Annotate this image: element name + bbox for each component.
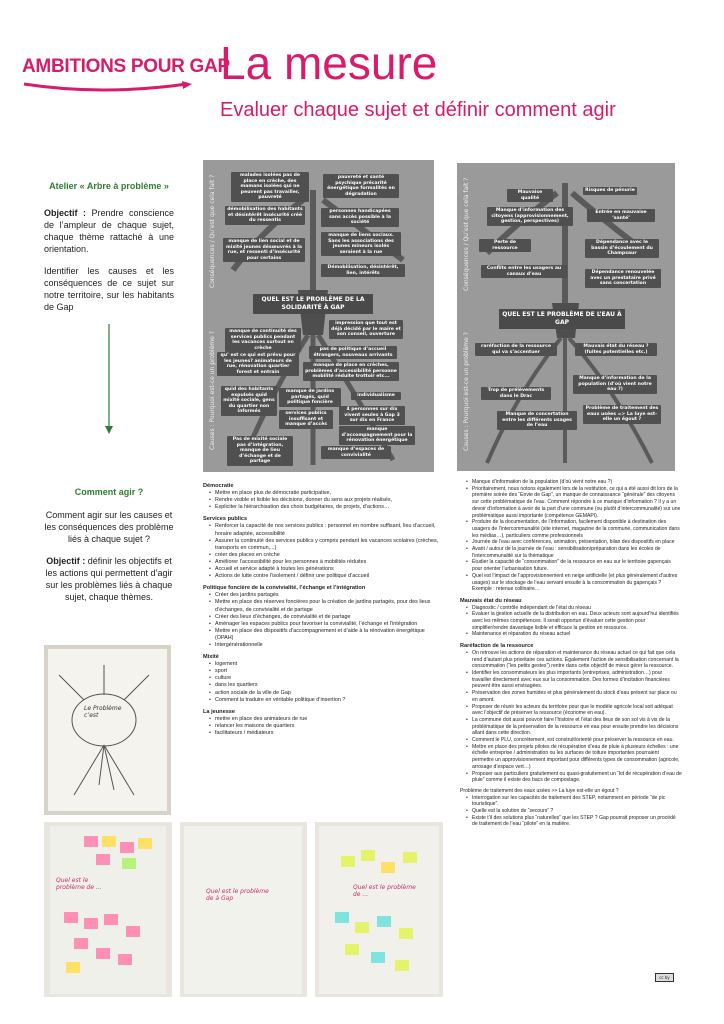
- atelier-paragraph: Identifier les causes et les conséquences de ce sujet sur notre territoire, sur les habitants de Gap: [44, 266, 174, 312]
- cause-box: Trop de prélèvements dans le Drac: [481, 387, 551, 400]
- list-item: • Renforcer la capacité de nos services publics : personnel en nombre suffisant, lieu d’accueil, horaire adaptée, accessibilité: [209, 523, 439, 537]
- sticky-note: [64, 912, 78, 923]
- sticky-note: [66, 962, 80, 973]
- list-item: • Proposer aux particuliers gratuitement ou quasi-gratuitement un “kit de récupération d’eau de pluie” comme il existe des bacs de compostage.: [466, 771, 682, 784]
- sticky-note: [138, 838, 152, 849]
- logo-swoosh-icon: [22, 80, 194, 94]
- consequence-box: malades isolées pas de place en crèche, des mamans isolées qui ne peuvent pas travailler, pauvreté: [231, 172, 309, 202]
- sticky-note: [355, 922, 369, 933]
- atelier-objectif: Objectif : Prendre conscience de l’ampleur de chaque sujet, chaque thème rattaché à une orientation.: [44, 208, 174, 254]
- sticky-note: [104, 914, 118, 925]
- cause-box: pas de politique d’accueil étrangers, nouveaux arrivants: [309, 346, 397, 359]
- consequence-box: Mauvaise qualité: [507, 189, 553, 202]
- list-item: • Évaluer la gestion actuelle de la distribution en eau. Deux acteurs sont aujourd’hui identifiés avec les mêmes compétences. Il serait opportun d’évaluer cette gestion pour simplifier/rendre davantage lisible et efficace la gestion en ressource.: [466, 611, 682, 631]
- cause-box: manque d’accompagnement pour la rénovation énergétique: [339, 426, 415, 445]
- list-item: • Améliorer l’accessibilité pour les personnes à mobilités réduites: [209, 559, 439, 566]
- sticky-note: [335, 912, 349, 923]
- list-item: • facilitateurs / médiateurs: [209, 730, 439, 737]
- consequence-box: Conflits entre les usagers au canaux d’eau: [481, 265, 567, 278]
- consequences-label: Conséquences / Qu’est que cela fait ?: [209, 174, 216, 288]
- cause-box: Mauvais état du réseau ? (fuites potentielles etc.): [575, 343, 657, 356]
- list-item: • relancer les maisons de quartiers: [209, 723, 439, 730]
- sketch-photo: [44, 645, 171, 815]
- sticky-note: [361, 850, 375, 861]
- comment-objectif: Objectif : définir les objectifs et les actions qui permettent d’agir sur les problèmes liés à chaque sujet, chaque thèmes.: [45, 556, 173, 602]
- sticky-note: [126, 926, 140, 937]
- comment-paragraph: Comment agir sur les causes et les conséquences des problème liés à chaque sujet ?: [44, 510, 174, 544]
- water-actions: [460, 479, 682, 828]
- cause-box: impression que tout est déjà décidé par le maire et son conseil, ouverture: [329, 320, 403, 339]
- list-item: • Avant / autour de la journée de l’eau : sensibilisation/préparation dans les écoles de l’intercommunalité sur la thématique: [466, 546, 682, 559]
- cause-box: manque d’espaces de convivialité: [321, 446, 391, 459]
- sticky-note: [371, 952, 385, 963]
- down-arrow-icon: [104, 324, 114, 436]
- sticky-note: [399, 928, 413, 939]
- sticky-note: [96, 948, 110, 959]
- page-subtitle: Evaluer chaque sujet et définir comment agir: [220, 99, 616, 121]
- section-heading: Mauvais état du réseau: [460, 597, 522, 604]
- section-heading: Politique foncière de la convivialité, l’échange et l’intégration: [203, 585, 366, 592]
- water-tree-panel: [457, 163, 675, 471]
- sticky-note: [395, 960, 409, 971]
- sticky-note: [122, 858, 136, 869]
- sticky-note: [102, 836, 116, 847]
- logo-text: AMBITIONS POUR GAP: [22, 56, 230, 77]
- atelier-heading: Atelier « Arbre à problème »: [49, 181, 169, 191]
- consequences-label: Conséquences / Qu’est que cela fait ?: [463, 177, 470, 291]
- list-item: • Intergénérationnelle: [209, 642, 439, 649]
- consequence-box: Manque d’information des citoyens (approvisionnement, gestion, perspectives): [487, 207, 573, 226]
- license-badge: cc by: [655, 973, 674, 982]
- list-item: • On retrouve les actions de réparation et maintenance du réseau actuel ce qui fait que cela rend d’autant plus prioritaire ces actions. Également l’action de sensibilisation concernant la consommation (“les petits gestes”) rentre dans cette objectif de mieux gérer la ressource.: [466, 650, 682, 670]
- sticky-note: [381, 862, 395, 873]
- list-item: • Rendre visible et lisible les décisions, donner du sens aux projets réalisés,: [209, 497, 439, 504]
- list-item: • Comment la traduire en véritable politique d’insertion ?: [209, 697, 439, 704]
- sticky-note: [120, 842, 134, 853]
- consequence-box: manque de liens sociaux. Sans les associations des jeunes mineurs isolés seraient à la rue: [321, 232, 401, 256]
- consequence-box: Dépendance renouvelée avec un prestataire privé sans concertation: [585, 269, 661, 288]
- cause-box: individualisme: [351, 392, 401, 400]
- list-item: • Mettre en place plus de démocratie participative,: [209, 490, 439, 497]
- list-item: • Comment le PLU, concrètement, est construit/orienté pour préserver la ressource en eau.: [466, 737, 682, 744]
- list-item: • Préservation des zones humides et plus généralement du stock d’eau présent sur place ou en amont.: [466, 690, 682, 703]
- list-item: • créer des places en crèche: [209, 552, 439, 559]
- atelier-section: [44, 181, 174, 313]
- section-heading: Services publics: [203, 516, 248, 523]
- list-item: • Mettre en place des projets pilotes de récupération d’eau de pluie à plusieurs échelles : une échelle entreprise / administration ou les surfaces de toiture importantes pourraient permettre un approvisionnement important pour différents types de consommation (agricole, arrosage d’espace vert…): [466, 744, 682, 771]
- page-title: La mesure: [220, 37, 438, 89]
- sticky-note: [377, 916, 391, 927]
- consequence-box: Dépendance avec le bassin d’écoulement du Champsaur: [585, 239, 659, 258]
- list-item: • Manque d’information de la population (d’où vient notre eau ?): [466, 479, 682, 486]
- tree-sketch-icon: [44, 645, 171, 815]
- list-item: • Créer des jardins partagés: [209, 592, 439, 599]
- solidarity-question: QUEL EST LE PROBLÈME DE LA SOLIDARITÉ À GAP: [253, 294, 373, 314]
- comment-section: [44, 487, 174, 603]
- cause-box: Problème de traitement des eaux usées => La luye est-elle un égout ?: [583, 405, 661, 424]
- sticky-note: [403, 852, 417, 863]
- list-item: • logement: [209, 661, 439, 668]
- cause-box: Manque de concertation entre les différents usages de l’eau: [497, 411, 577, 430]
- photo-caption: Quel est le problème de ...: [353, 884, 416, 898]
- list-item: • Quel est l’impact de l’approvisionnement en neige artificielle (et plus généralement d’autres usages) sur le stockage de l’eau servant ensuite à la consommation du gapençais ? Exemple : retenue collinaire…: [466, 573, 682, 593]
- cause-box: quid des habitants expulsés quid mixité sociale, gens du quartier non informés: [221, 386, 277, 416]
- consequence-box: Entrée en mauvaise ‘santé’: [587, 209, 655, 222]
- logo: [22, 56, 230, 96]
- cause-box: manque de continuité des services publics pendant les vacances surtout en crèche: [225, 328, 301, 352]
- comment-heading: Comment agir ?: [74, 487, 144, 497]
- list-item: • Prioritairement, nous notons également lors de la restitution, ce qui a été aussi dit lors de la première soirée des “Envie de Gap”, un manque de connaissance “générale” des citoyens sur cette problématique de l’eau. Comment répondre à ce manque d’information ? Il y a un devoir d’information à avoir de la part d’une commune (ou plutôt d’intercommunalité) sur une problématique aussi importante (compétence GEMAPI).: [466, 486, 682, 520]
- cause-box: manque de jardins partagés, quid politique foncière: [279, 388, 341, 407]
- consequence-box: Risques de pénurie: [583, 187, 637, 195]
- sticky-note: [84, 836, 98, 847]
- list-item: • mettre en place des animateurs de rue: [209, 716, 439, 723]
- cause-box: manque de place en crèches, problèmes d’accessibilité personne mobilité réduite trottoir etc...: [303, 362, 399, 381]
- list-item: • Accueil et service adapté à toutes les générations: [209, 566, 439, 573]
- list-item: • Produire de la documentation, de l’information, facilement disponible à destination des usagers de l’intercommunalité (site internet, magazine de la commune, communication dans les médias…), particuliers comme professionnels: [466, 519, 682, 539]
- list-item: • action sociale de la ville de Gap: [209, 690, 439, 697]
- list-item: • dans les quartiers: [209, 682, 439, 689]
- photo-caption: Quel est le problème de à Gap: [206, 888, 269, 902]
- sticky-note: [84, 918, 98, 929]
- cause-box: services publics insuffisant et manque d’accès: [279, 410, 333, 429]
- section-heading: Raréfaction de la ressource: [460, 643, 534, 650]
- cause-box: qu’ est ce qui est prévu pour les jeunes? animateurs de rue, rénovation quartier forest et entrain: [217, 352, 299, 376]
- list-item: • Assurer la continuité des services publics y compris pendant les vacances scolaires (crèches, transports en commun,...): [209, 538, 439, 552]
- consequence-box: personnes handicapées sans accès possible à la société: [321, 208, 399, 227]
- sticky-note: [345, 944, 359, 955]
- list-item: • Quelle est la solution de “secours” ?: [466, 808, 682, 815]
- cause-box: 4 personnes sur dix vivent seules à Gap 3 sur dix en France: [339, 406, 405, 425]
- workshop-photo-1: [44, 822, 172, 997]
- sticky-note: [96, 854, 110, 865]
- list-item: • Proposer de réunir les acteurs du territoire pour que le modèle agricole local soit adéquat avec l’objectif de préserver la ressource (économe en eau).: [466, 704, 682, 717]
- list-item: • Expliciter la hiérarchisation des choix budgétaires, de projets, d’actions…: [209, 504, 439, 511]
- list-item: • culture: [209, 675, 439, 682]
- sticky-note: [118, 954, 132, 965]
- cause-box: Pas de mixité sociale pas d’intégration, manque de lieu d’échange et de partage: [227, 436, 293, 466]
- photo-caption: Quel est le problème de ...: [56, 877, 102, 891]
- list-item: • Créer des lieux d’échanges, de convivialité et de partage: [209, 614, 439, 621]
- section-heading: La jeunesse: [203, 708, 236, 715]
- section-heading: Démocratie: [203, 483, 234, 489]
- solidarity-actions: [203, 478, 439, 737]
- list-item: • Existe t’il des solutions plus “naturelles” que les STEP ? Gap pourrait proposer un procédé de traitement de l’eau “pilote” en la matière.: [466, 815, 682, 828]
- sketch-text: Le Problème c’est: [84, 705, 122, 719]
- cause-box: Manque d’information de la population (d’où vient notre eau ?): [573, 375, 657, 394]
- consequence-box: Démobilisation, désintérêt, lien, intérêts: [321, 264, 405, 277]
- list-item: • sport: [209, 668, 439, 675]
- list-item: • Maintenance et réparation du réseau actuel: [466, 631, 682, 638]
- cause-box: raréfaction de la ressource qui va s’accentuer: [475, 343, 557, 356]
- consequence-box: pauvreté et santé psychique précarité énergétique formalités en dégradation: [323, 174, 399, 198]
- causes-label: Causes : Pourquoi est-ce un problème ?: [463, 332, 470, 451]
- section-heading: Problème de traitement des eaux usées >> La luye est-elle un égout ?: [460, 787, 619, 794]
- solidarity-tree-panel: [203, 160, 434, 472]
- list-item: • Étudier la capacité de “consommation” de la ressource en eau sur le territoire gapençais pour orienter l’urbanisation future.: [466, 559, 682, 572]
- list-item: • Mettre en place des réserves foncières pour la création de jardins partagés, pour des lieux d’échanges, de convivialité et de partage: [209, 599, 439, 613]
- list-item: • La commune doit aussi pouvoir faire l’histoire et l’état des lieux de son sol vis à vis de la problématique de la préservation de la ressource en eau pour ensuite prendre les décisions allant dans cette direction.: [466, 717, 682, 737]
- causes-label: Causes : Pourquoi est-ce un problème ?: [209, 331, 216, 450]
- list-item: • Identifier les consommateurs les plus importants (entreprises, administration…) pour travailler directement avec eux sur la consommation. Des formes d’incitation financières peuvent être aussi envisagées.: [466, 670, 682, 690]
- workshop-photo-3: [315, 822, 443, 997]
- consequence-box: démobilisation des habitants et désintérêt insécurité créé du ressentis: [225, 206, 305, 225]
- list-item: • Interrogation sur les capacités de traitement des STEP, notamment en période “de pic touristique”.: [466, 795, 682, 808]
- list-item: • Aménager les espaces publics pour favoriser la convivialité, l’échange et l’intégration: [209, 621, 439, 628]
- list-item: • Journée de l’eau avec conférences, animation, présentation, bilan des dispositifs en place: [466, 539, 682, 546]
- consequence-box: Perte de ressource: [479, 239, 531, 252]
- list-item: • Actions de lutte contre l’isolement / définir une politique d’accueil: [209, 573, 439, 580]
- consequence-box: manque de lien social et de mixité jeunes désœuvrés à la rue, et ressenti d’insécurité pour certains: [223, 238, 305, 262]
- sticky-note: [74, 938, 88, 949]
- sticky-note: [341, 856, 355, 867]
- water-question: QUEL EST LE PROBLÈME DE L’EAU À GAP: [499, 309, 625, 329]
- list-item: • Diagnostic / contrôle indépendant de l’état du réseau: [466, 605, 682, 612]
- workshop-photo-2: [180, 822, 307, 997]
- section-heading: Mixité: [203, 654, 219, 661]
- list-item: • Mettre en place des dispositifs d’accompagnement et d’aide à la rénovation énergétique (OPAH): [209, 628, 439, 642]
